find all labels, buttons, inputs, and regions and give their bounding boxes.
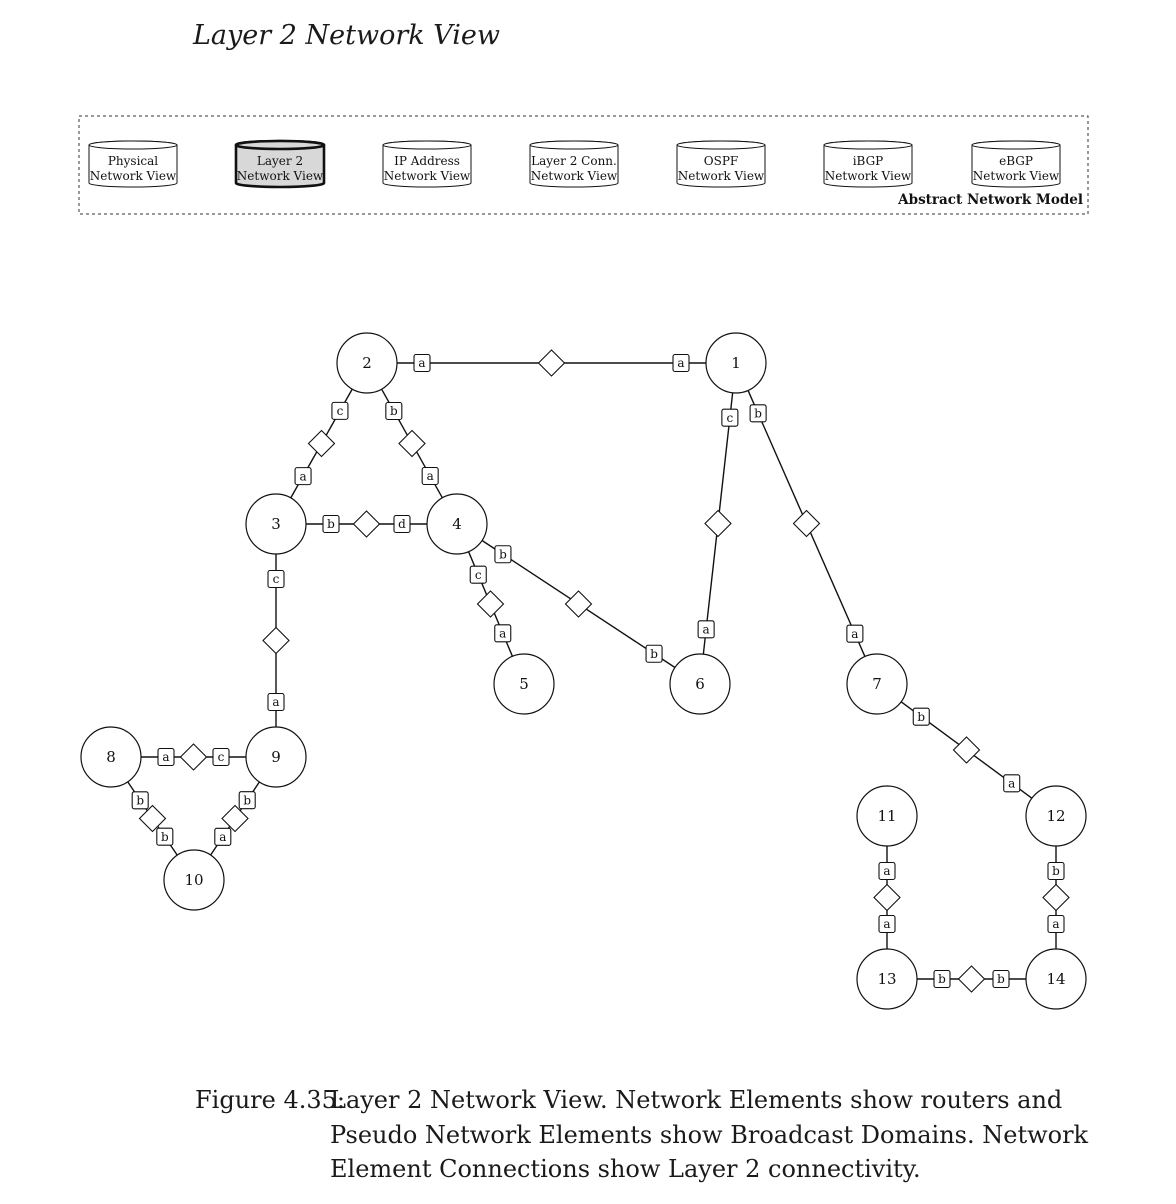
pseudo-element-diamond bbox=[566, 591, 592, 617]
connection-8-10 bbox=[128, 782, 177, 855]
pseudo-element-diamond bbox=[794, 511, 820, 537]
interface-port bbox=[879, 916, 895, 933]
pseudo-element-diamond bbox=[309, 431, 335, 457]
interface-port bbox=[1048, 863, 1064, 880]
port-label: a bbox=[1008, 776, 1016, 791]
port-label: c bbox=[474, 567, 482, 582]
connection-2-4 bbox=[382, 389, 443, 498]
view-label-line2: Network View bbox=[824, 169, 912, 183]
network-element-13 bbox=[857, 949, 917, 1009]
network-element-4 bbox=[427, 494, 487, 554]
view-label-line1: eBGP bbox=[999, 154, 1033, 168]
network-element-6 bbox=[670, 654, 730, 714]
port-label: a bbox=[883, 864, 891, 879]
port-label: b bbox=[499, 547, 507, 562]
interface-port bbox=[239, 792, 255, 809]
node-label: 4 bbox=[452, 515, 462, 533]
view-label-line2: Network View bbox=[677, 169, 765, 183]
pseudo-element-diamond bbox=[1043, 885, 1069, 911]
view-label-line1: IP Address bbox=[394, 154, 460, 168]
port-label: b bbox=[160, 829, 169, 844]
node-label: 11 bbox=[877, 807, 897, 825]
port-label: a bbox=[426, 469, 434, 484]
node-label: 12 bbox=[1046, 807, 1066, 825]
port-label: a bbox=[499, 626, 507, 641]
page-title: Layer 2 Network View bbox=[193, 20, 500, 51]
network-element-7 bbox=[847, 654, 907, 714]
interface-port bbox=[157, 828, 173, 845]
view-cylinder-1 bbox=[89, 141, 177, 187]
network-element-9 bbox=[246, 727, 306, 787]
interface-port bbox=[213, 749, 229, 766]
view-label-line1: Layer 2 bbox=[256, 154, 304, 168]
cylinder-top bbox=[824, 141, 912, 149]
port-label: b bbox=[243, 793, 252, 808]
port-label: b bbox=[997, 972, 1005, 987]
connection-2-3 bbox=[291, 389, 352, 498]
caption-line-1: Layer 2 Network View. Network Elements show routers and bbox=[330, 1086, 1063, 1114]
port-label: b bbox=[938, 972, 946, 987]
pseudo-element-diamond bbox=[478, 591, 504, 617]
view-label-line2: Network View bbox=[530, 169, 618, 183]
view-cylinder-4 bbox=[530, 141, 618, 187]
node-label: 14 bbox=[1046, 970, 1066, 988]
view-label-line1: Physical bbox=[107, 154, 159, 168]
cylinder-top bbox=[972, 141, 1060, 149]
interface-port bbox=[394, 516, 410, 533]
view-cylinder-2 bbox=[236, 141, 324, 187]
network-element-2 bbox=[337, 333, 397, 393]
interface-port bbox=[879, 863, 895, 880]
connection-3-9 bbox=[263, 554, 289, 727]
node-label: 5 bbox=[519, 675, 529, 693]
interface-port bbox=[495, 546, 511, 563]
connection-4-5 bbox=[469, 552, 513, 657]
port-label: b bbox=[917, 709, 926, 724]
view-label-line2: Network View bbox=[383, 169, 471, 183]
pseudo-element-diamond bbox=[959, 966, 985, 992]
interface-port bbox=[414, 355, 430, 372]
view-cylinder-6 bbox=[824, 141, 912, 187]
interface-port bbox=[422, 467, 438, 484]
network-element-8 bbox=[81, 727, 141, 787]
interface-port bbox=[268, 694, 284, 711]
node-label: 10 bbox=[184, 871, 204, 889]
interface-port bbox=[495, 625, 511, 642]
interface-port bbox=[847, 625, 863, 642]
caption-line-3: Element Connections show Layer 2 connectivity. bbox=[330, 1155, 921, 1183]
pseudo-element-diamond bbox=[181, 744, 207, 770]
view-cylinder-7 bbox=[972, 141, 1060, 187]
connection-8-9 bbox=[141, 744, 246, 770]
view-label-line2: Network View bbox=[89, 169, 177, 183]
interface-port bbox=[646, 645, 662, 662]
node-label: 1 bbox=[731, 354, 741, 372]
port-label: c bbox=[272, 572, 280, 587]
interface-port bbox=[158, 749, 174, 766]
interface-port bbox=[215, 828, 231, 845]
interface-port bbox=[1004, 775, 1020, 792]
view-label-line1: Layer 2 Conn. bbox=[531, 154, 617, 168]
connection-1-7 bbox=[748, 390, 865, 656]
port-label: a bbox=[702, 622, 710, 637]
port-label: b bbox=[136, 793, 145, 808]
view-label-line1: iBGP bbox=[852, 154, 884, 168]
node-label: 13 bbox=[877, 970, 897, 988]
node-label: 9 bbox=[271, 748, 281, 766]
network-element-3 bbox=[246, 494, 306, 554]
view-label-line2: Network View bbox=[972, 169, 1060, 183]
connection-2-1 bbox=[397, 350, 706, 376]
interface-port bbox=[132, 792, 148, 809]
interface-port bbox=[295, 468, 311, 485]
interface-port bbox=[470, 566, 486, 583]
figure-number: Figure 4.35: bbox=[195, 1086, 345, 1114]
port-label: c bbox=[217, 750, 225, 765]
port-label: a bbox=[272, 695, 280, 710]
port-label: b bbox=[754, 406, 762, 421]
port-label: b bbox=[327, 517, 335, 532]
port-label: a bbox=[219, 830, 227, 845]
pseudo-element-diamond bbox=[539, 350, 565, 376]
network-element-12 bbox=[1026, 786, 1086, 846]
connection-9-10 bbox=[211, 782, 260, 855]
caption-text bbox=[330, 1083, 1089, 1187]
pseudo-element-diamond bbox=[140, 806, 166, 832]
interface-port bbox=[722, 409, 738, 426]
cylinder-top bbox=[677, 141, 765, 149]
port-label: d bbox=[398, 517, 406, 532]
cylinder-top bbox=[530, 141, 618, 149]
port-label: b bbox=[1052, 864, 1060, 879]
view-label-line2: Network View bbox=[236, 169, 324, 183]
network-element-1 bbox=[706, 333, 766, 393]
abstract-model-label: Abstract Network Model bbox=[898, 192, 1083, 208]
cylinder-top bbox=[89, 141, 177, 149]
port-label: c bbox=[336, 404, 344, 419]
connection-12-14 bbox=[1043, 846, 1069, 949]
connection-4-6 bbox=[482, 540, 675, 667]
interface-port bbox=[268, 571, 284, 588]
port-label: a bbox=[418, 356, 426, 371]
node-label: 6 bbox=[695, 675, 705, 693]
connection-13-14 bbox=[917, 966, 1026, 992]
interface-port bbox=[993, 971, 1009, 988]
view-cylinder-3 bbox=[383, 141, 471, 187]
port-label: b bbox=[389, 404, 398, 419]
pseudo-element-diamond bbox=[954, 737, 980, 763]
view-label-line1: OSPF bbox=[703, 154, 739, 168]
pseudo-element-diamond bbox=[354, 511, 380, 537]
connection-11-13 bbox=[874, 846, 900, 949]
interface-port bbox=[673, 355, 689, 372]
network-element-11 bbox=[857, 786, 917, 846]
port-label: a bbox=[299, 469, 307, 484]
cylinder-top bbox=[236, 141, 324, 149]
node-label: 3 bbox=[271, 515, 281, 533]
connection-3-4 bbox=[306, 511, 427, 537]
pseudo-element-diamond bbox=[705, 511, 731, 537]
interface-port bbox=[750, 405, 766, 422]
interface-port bbox=[913, 708, 929, 725]
port-label: c bbox=[726, 410, 734, 425]
port-label: a bbox=[851, 626, 859, 641]
network-element-5 bbox=[494, 654, 554, 714]
port-label: a bbox=[162, 750, 170, 765]
interface-port bbox=[1048, 916, 1064, 933]
port-label: a bbox=[883, 917, 891, 932]
pseudo-element-diamond bbox=[263, 628, 289, 654]
port-label: a bbox=[1052, 917, 1060, 932]
pseudo-element-diamond bbox=[874, 885, 900, 911]
network-element-10 bbox=[164, 850, 224, 910]
pseudo-element-diamond bbox=[222, 806, 248, 832]
interface-port bbox=[698, 621, 714, 638]
network-element-14 bbox=[1026, 949, 1086, 1009]
interface-port bbox=[323, 516, 339, 533]
interface-port bbox=[386, 403, 402, 420]
port-label: b bbox=[650, 646, 658, 661]
port-label: a bbox=[677, 356, 685, 371]
interface-port bbox=[934, 971, 950, 988]
node-label: 8 bbox=[106, 748, 116, 766]
caption-line-2: Pseudo Network Elements show Broadcast Domains. Network bbox=[330, 1120, 1089, 1149]
interface-port bbox=[332, 402, 348, 419]
connection-1-6 bbox=[698, 393, 738, 654]
view-cylinder-5 bbox=[677, 141, 765, 187]
node-label: 7 bbox=[872, 675, 882, 693]
pseudo-element-diamond bbox=[399, 431, 425, 457]
connection-7-12 bbox=[901, 702, 1032, 798]
node-label: 2 bbox=[362, 354, 372, 372]
cylinder-top bbox=[383, 141, 471, 149]
